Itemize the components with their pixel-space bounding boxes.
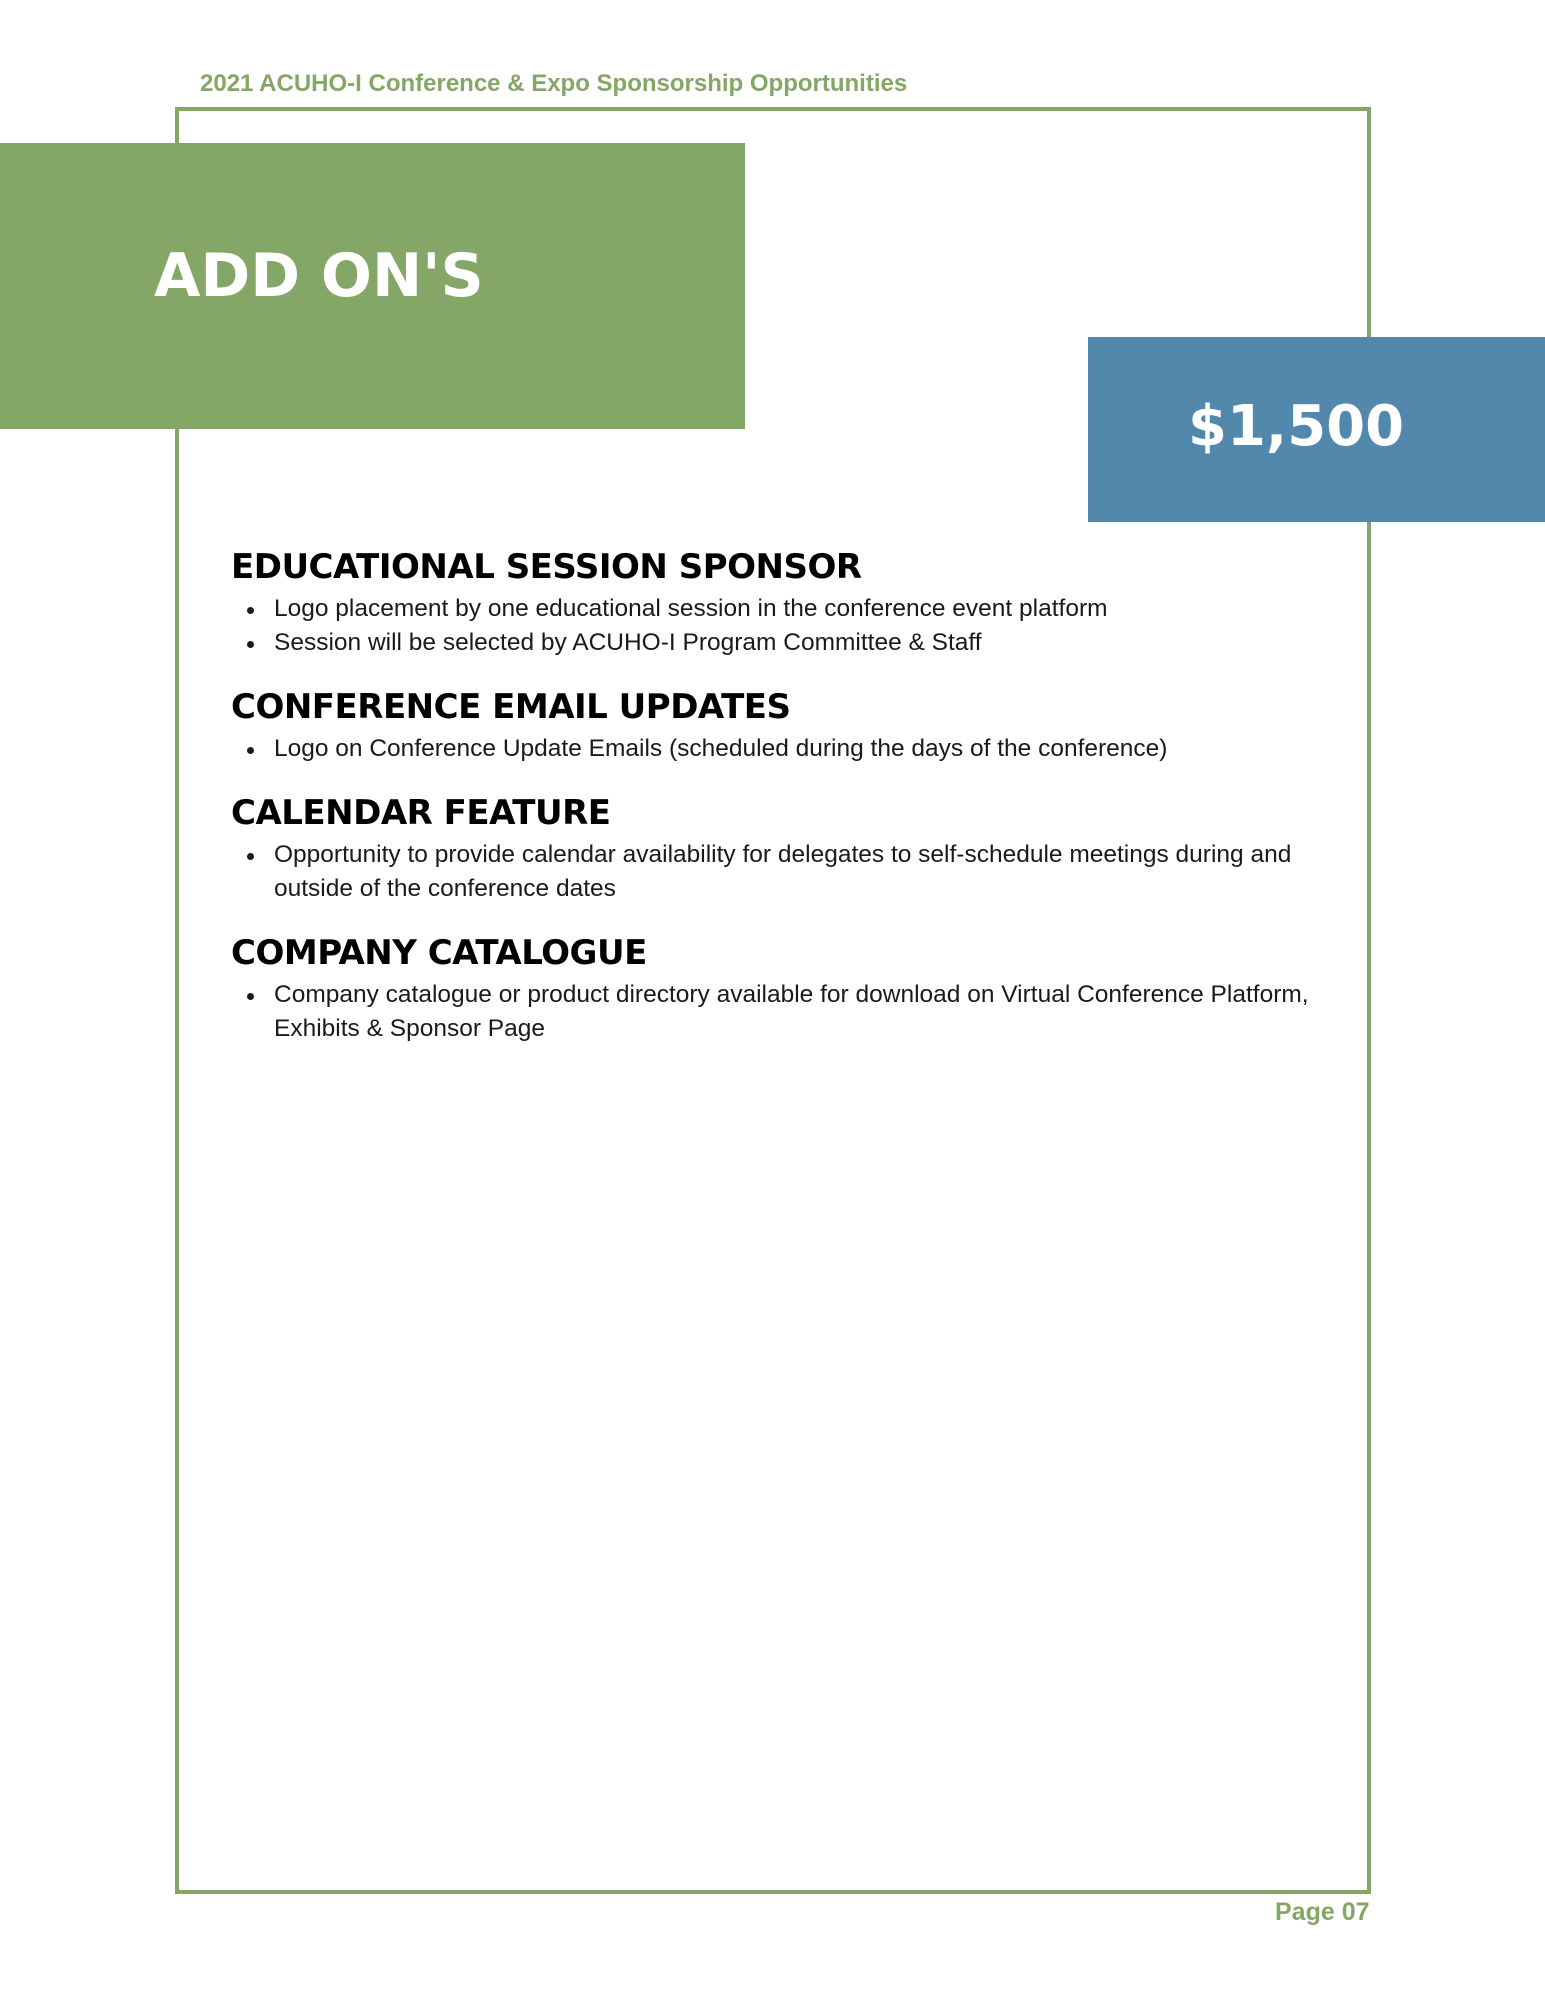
bullet-item [231, 978, 1321, 1046]
bullet-list [231, 592, 1321, 660]
bullet-text: Opportunity to provide calendar availability for delegates to self-schedule meetings during and outside of the conference dates [274, 841, 1292, 902]
price-banner [1088, 337, 1545, 522]
bullet-list [231, 732, 1321, 766]
bullet-list [231, 838, 1321, 906]
bullet-list [231, 978, 1321, 1046]
bullet-text: Logo on Conference Update Emails (scheduled during the days of the conference) [274, 735, 1168, 762]
bullet-dot-icon [247, 853, 254, 860]
bullet-item [231, 838, 1321, 906]
bullet-dot-icon [247, 607, 254, 614]
section-company-catalogue [231, 932, 1321, 1046]
section-heading: COMPANY CATALOGUE [231, 933, 647, 973]
sponsorship-sections [231, 546, 1321, 1072]
bullet-item [231, 626, 1321, 660]
bullet-dot-icon [247, 747, 254, 754]
bullet-text: Session will be selected by ACUHO-I Program Committee & Staff [274, 629, 982, 656]
bullet-dot-icon [247, 641, 254, 648]
page-title: ADD ON'S [154, 241, 484, 311]
bullet-dot-icon [247, 993, 254, 1000]
running-header: 2021 ACUHO-I Conference & Expo Sponsorship Opportunities [200, 70, 908, 97]
section-conference-email-updates [231, 686, 1321, 766]
section-heading: EDUCATIONAL SESSION SPONSOR [231, 547, 862, 587]
price-label: $1,500 [1188, 394, 1405, 459]
section-calendar-feature [231, 792, 1321, 906]
section-heading: CALENDAR FEATURE [231, 793, 611, 833]
section-educational-session-sponsor [231, 546, 1321, 660]
bullet-text: Company catalogue or product directory available for download on Virtual Conference Platform, Exhibits & Sponsor Page [274, 981, 1309, 1042]
bullet-item [231, 732, 1321, 766]
page-number: Page 07 [1275, 1898, 1370, 1926]
bullet-text: Logo placement by one educational session in the conference event platform [274, 595, 1108, 622]
section-heading: CONFERENCE EMAIL UPDATES [231, 687, 791, 727]
bullet-item [231, 592, 1321, 626]
